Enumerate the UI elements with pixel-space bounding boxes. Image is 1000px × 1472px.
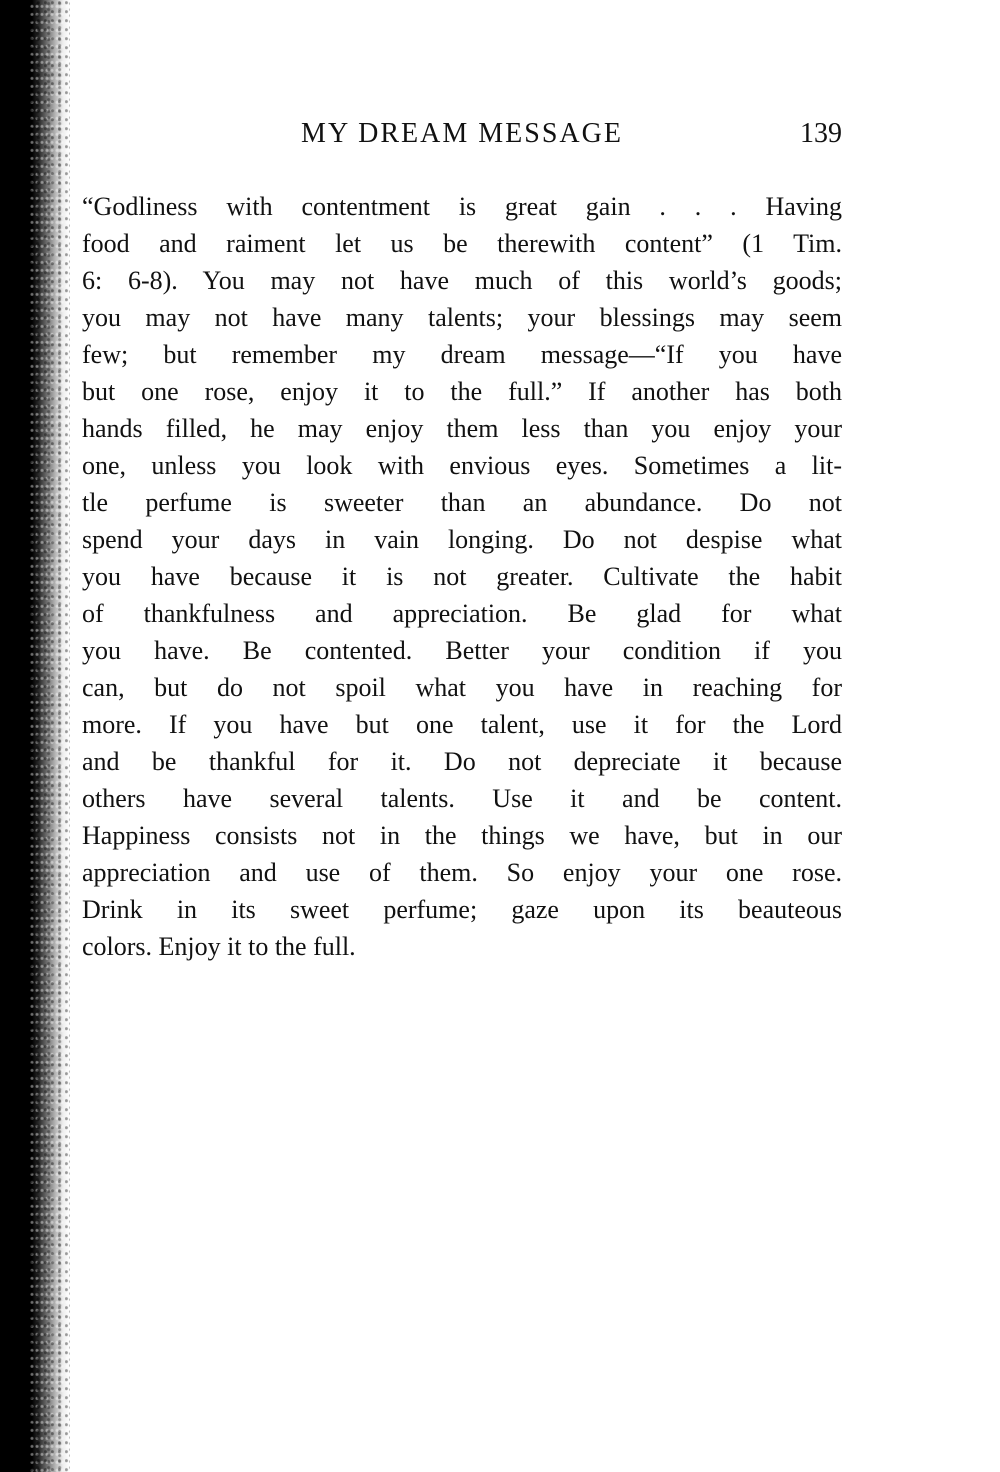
text-line: others have several talents. Use it and be content. (82, 784, 842, 813)
text-line: appreciation and use of them. So enjoy your one rose. (82, 858, 842, 887)
text-line: you have because it is not greater. Cultivate the habit (82, 562, 842, 591)
page-title: MY DREAM MESSAGE (301, 118, 623, 149)
text-line: spend your days in vain longing. Do not despise what (82, 525, 842, 554)
text-line: you have. Be contented. Better your condition if you (82, 636, 842, 665)
text-line: food and raiment let us be therewith content” (1 Tim. (82, 229, 842, 258)
text-line: hands filled, he may enjoy them less than you enjoy your (82, 414, 842, 443)
text-line: of thankfulness and appreciation. Be glad for what (82, 599, 842, 628)
text-line: colors. Enjoy it to the full. (82, 932, 356, 961)
text-line: you may not have many talents; your blessings may seem (82, 303, 842, 332)
text-line: Drink in its sweet perfume; gaze upon its beauteous (82, 895, 842, 924)
text-line: one, unless you look with envious eyes. Sometimes a lit- (82, 451, 842, 480)
text-line: and be thankful for it. Do not depreciate it because (82, 747, 842, 776)
text-line: tle perfume is sweeter than an abundance. Do not (82, 488, 842, 517)
running-head (82, 114, 842, 154)
page-binding-speckle (30, 0, 70, 1472)
text-line: few; but remember my dream message—“If you have (82, 340, 842, 369)
page-number: 139 (800, 118, 842, 149)
text-line: but one rose, enjoy it to the full.” If another has both (82, 377, 842, 406)
body-paragraph (82, 188, 842, 965)
text-line: can, but do not spoil what you have in reaching for (82, 673, 842, 702)
text-line: more. If you have but one talent, use it for the Lord (82, 710, 842, 739)
text-line: 6: 6-8). You may not have much of this world’s goods; (82, 266, 842, 295)
text-line: “Godliness with contentment is great gain . . . Having (82, 192, 842, 221)
text-line: Happiness consists not in the things we have, but in our (82, 821, 842, 850)
